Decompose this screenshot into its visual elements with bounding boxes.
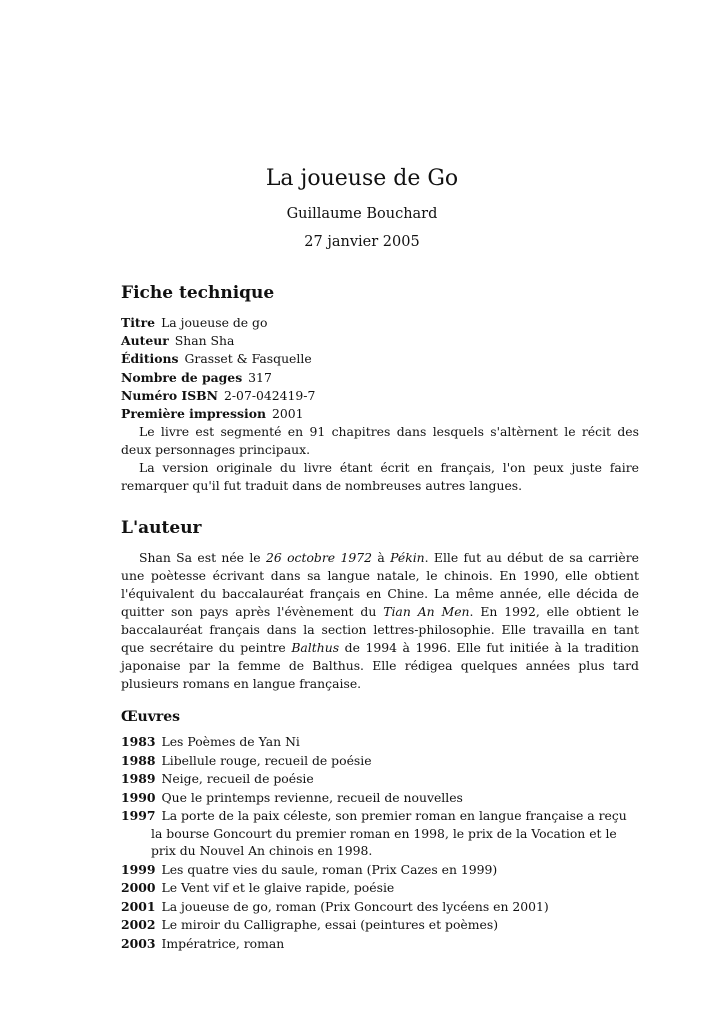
auteur-text: à [377,550,385,566]
fiche-item [121,405,639,423]
fiche-value: Shan Sha [174,333,235,349]
work-year: 1988 [121,752,156,768]
fiche-term: Nombre de pages [121,369,243,385]
birth-date: 26 octobre 1972 [266,550,372,566]
work-text: La joueuse de go, roman (Prix Goncourt des lycéens en 2001) [161,898,549,914]
fiche-item [121,350,639,368]
section-heading-auteur: L'auteur [121,518,202,539]
work-year: 1990 [121,789,156,805]
fiche-item [121,314,639,332]
auteur-text: Shan Sa est née le [139,550,261,566]
work-text: Les quatre vies du saule, roman (Prix Cazes en 1999) [161,861,498,877]
work-text: Libellule rouge, recueil de poésie [161,752,372,768]
oeuvres-list [121,733,639,952]
fiche-paragraph-2: La version originale du livre étant écrit en français, l'on peux juste faire remarquer qu'il fut traduit dans de nombreuses autres langues. [121,460,639,494]
list-item [121,733,639,751]
work-year: 2001 [121,898,156,914]
fiche-value: 2-07-042419-7 [223,387,316,403]
event-name: Tian An Men [383,604,470,620]
list-item [121,752,639,770]
fiche-value: 2001 [271,406,304,422]
document-title: La joueuse de Go [265,166,459,191]
fiche-term: Titre [121,315,156,330]
fiche-term: Première impression [121,406,266,422]
list-item [121,898,639,916]
document-body [121,282,639,953]
work-text: Les Poèmes de Yan Ni [161,734,300,750]
fiche-term: Éditions [121,351,179,367]
fiche-value: La joueuse de go [161,315,268,330]
auteur-paragraph [121,549,639,693]
list-item [121,935,639,953]
document-author: Guillaume Bouchard [286,206,438,222]
fiche-item [121,369,639,387]
work-year: 1983 [121,734,156,750]
fiche-list [121,314,639,423]
subsection-heading-oeuvres: Œuvres [121,709,181,726]
fiche-item [121,332,639,350]
auteur-text: . Elle fut au début de sa carrière une poètesse écrivant dans sa langue natale, le chinois. En 1990, elle obtient l'équivalent du baccalauréat français en Chine. La même année, elle décida de quitter son pays après l'évènement du [121,550,640,620]
work-year: 1997 [121,808,156,824]
work-year: 2002 [121,917,156,933]
fiche-value: 317 [248,369,272,385]
list-item [121,770,639,788]
auteur-text: . En 1992, elle obtient le baccalauréat français dans la section lettres-philosophie. Elle travailla en tant que secrétaire du peintre [121,604,639,656]
work-year: 1999 [121,861,156,877]
list-item [121,807,639,860]
section-heading-fiche: Fiche technique [121,283,275,303]
work-text: Impératrice, roman [161,935,285,951]
work-text: Le miroir du Calligraphe, essai (peintures et poèmes) [161,917,499,933]
work-year: 2000 [121,880,156,896]
list-item [121,861,639,879]
birth-city: Pékin [390,550,425,566]
list-item [121,879,639,897]
work-text: Le Vent vif et le glaive rapide, poésie [161,880,395,896]
document-date: 27 janvier 2005 [304,234,420,250]
fiche-item [121,387,639,405]
work-text: Que le printemps revienne, recueil de nouvelles [161,789,463,805]
fiche-paragraph-1: Le livre est segmenté en 91 chapitres dans lesquels s'altèrnent le récit des deux personnages principaux. [121,424,639,458]
fiche-value: Grasset & Fasquelle [184,351,312,367]
fiche-term: Numéro ISBN [121,387,218,403]
auteur-text: de 1994 à 1996. Elle fut initiée à la tradition japonaise par la femme de Balthus. Elle rédigea quelques années plus tard plusieurs romans en langue française. [121,640,639,692]
work-text: La porte de la paix céleste, son premier roman en langue française a reçu la bourse Goncourt du premier roman en 1998, le prix de la Vocation et le prix du Nouvel An chinois en 1998. [151,808,627,859]
list-item [121,789,639,807]
work-year: 2003 [121,935,156,951]
fiche-term: Auteur [121,333,169,349]
painter-name: Balthus [291,640,340,656]
work-year: 1989 [121,771,156,787]
list-item [121,916,639,934]
work-text: Neige, recueil de poésie [161,771,314,787]
